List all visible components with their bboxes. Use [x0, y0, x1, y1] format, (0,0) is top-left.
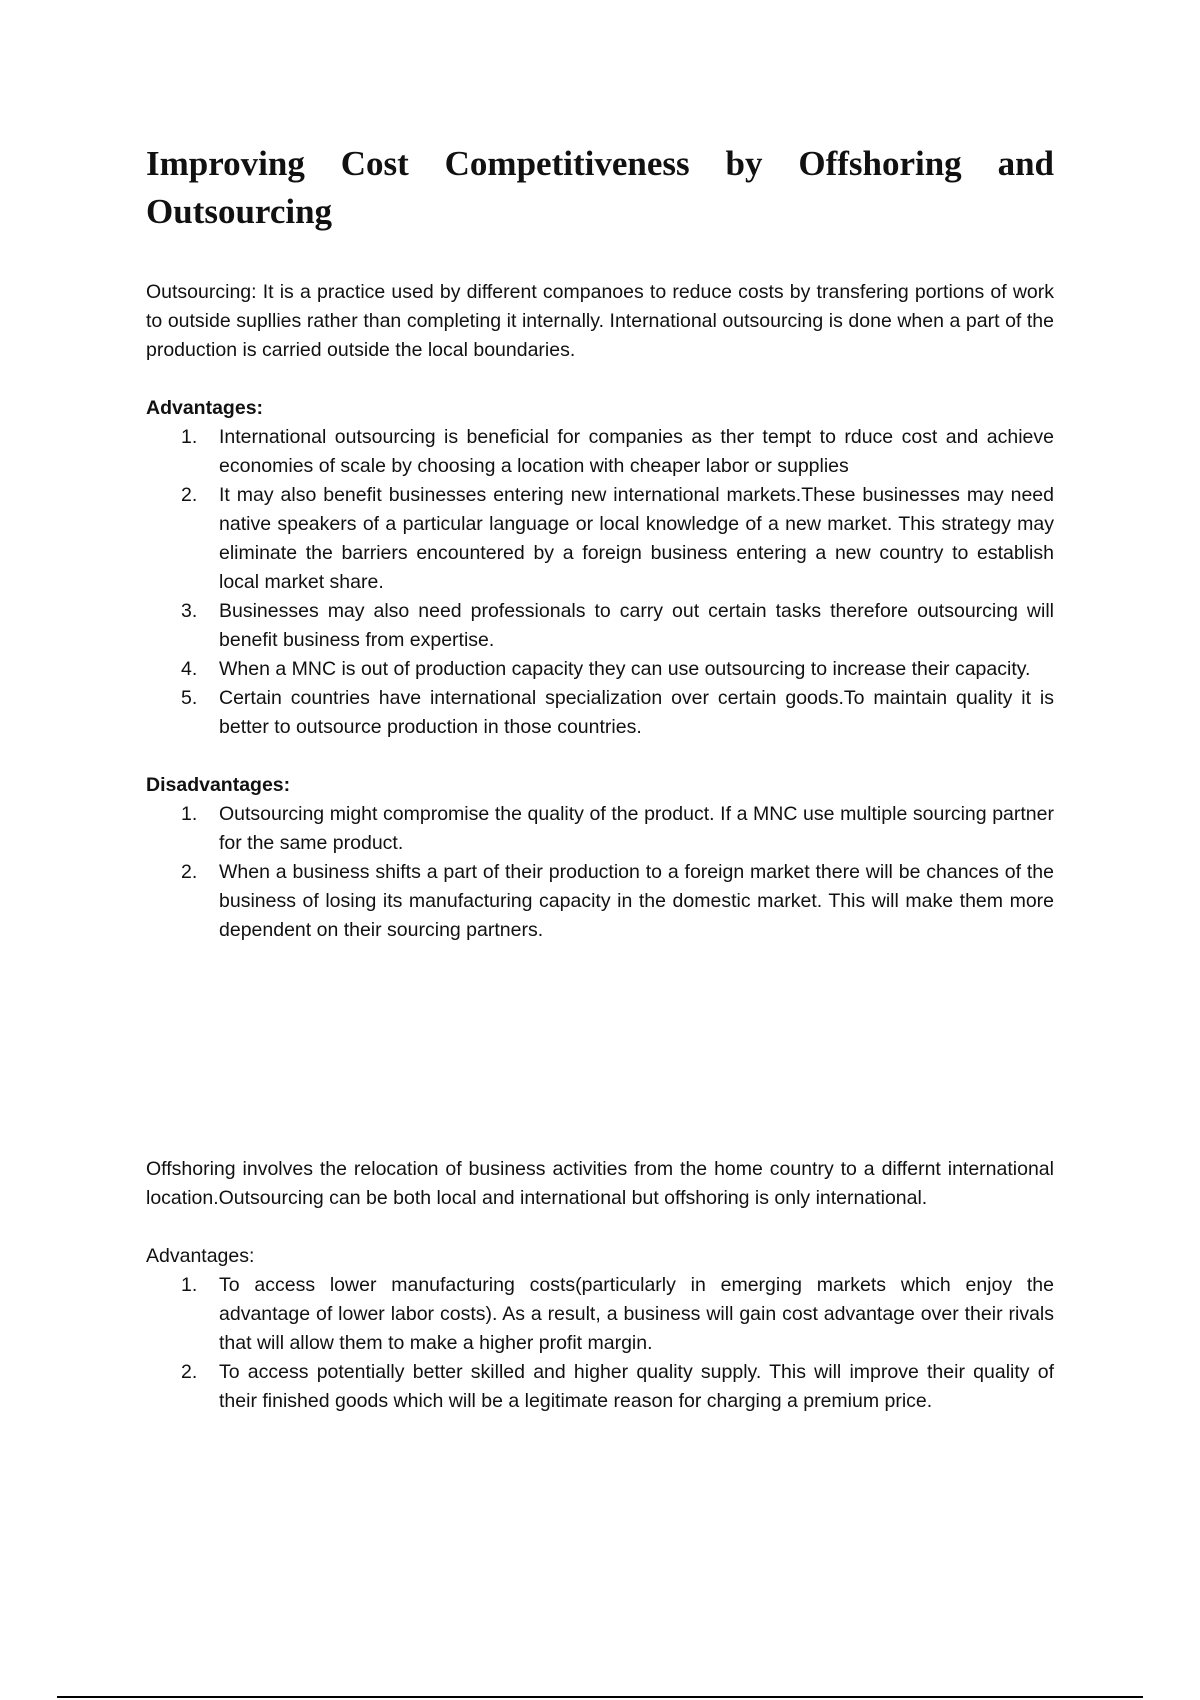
list-item: 2. It may also benefit businesses entering new international markets.These businesses may need native speakers of a particular language or local knowledge of a new market. This strategy may eliminate the barriers encountered by a foreign business entering a new country to establish local market share.: [181, 484, 1054, 593]
offshoring-advantages-list: [146, 1271, 1054, 1416]
document-page: [146, 140, 1054, 1416]
offshoring-advantages-heading: Advantages:: [146, 1245, 255, 1267]
document-title: Improving Cost Competitiveness by Offshoring and Outsourcing: [146, 144, 1054, 231]
outsourcing-advantages-list: [146, 423, 1054, 742]
list-item: 2. To access potentially better skilled and higher quality supply. This will improve their quality of their finished goods which will be a legitimate reason for charging a premium price.: [181, 1361, 1054, 1412]
list-item: 1. International outsourcing is beneficial for companies as ther tempt to rduce cost and achieve economies of scale by choosing a location with cheaper labor or supplies: [181, 426, 1054, 477]
outsourcing-disadvantages-heading: Disadvantages:: [146, 774, 291, 796]
list-item: 4. When a MNC is out of production capacity they can use outsourcing to increase their capacity.: [181, 658, 1031, 680]
outsourcing-advantages-heading: Advantages:: [146, 397, 264, 419]
page-bottom-divider: [57, 1696, 1143, 1698]
list-item: 2. When a business shifts a part of their production to a foreign market there will be chances of the business of losing its manufacturing capacity in the domestic market. This will make them more dependent on their sourcing partners.: [181, 861, 1054, 941]
list-item: 1. Outsourcing might compromise the quality of the product. If a MNC use multiple sourcing partner for the same product.: [181, 803, 1054, 854]
list-item: 5. Certain countries have international specialization over certain goods.To maintain quality it is better to outsource production in those countries.: [181, 687, 1054, 738]
list-item: 3. Businesses may also need professionals to carry out certain tasks therefore outsourcing will benefit business from expertise.: [181, 600, 1054, 651]
offshoring-intro: Offshoring involves the relocation of business activities from the home country to a differnt international location.Outsourcing can be both local and international but offshoring is only international.: [146, 1158, 1054, 1209]
outsourcing-disadvantages-list: [146, 800, 1054, 945]
outsourcing-intro: Outsourcing: It is a practice used by different companoes to reduce costs by transfering portions of work to outside supllies rather than completing it internally. International outsourcing is done when a part of the production is carried outside the local boundaries.: [146, 281, 1054, 361]
list-item: 1. To access lower manufacturing costs(particularly in emerging markets which enjoy the advantage of lower labor costs). As a result, a business will gain cost advantage over their rivals that will allow them to make a higher profit margin.: [181, 1274, 1054, 1354]
